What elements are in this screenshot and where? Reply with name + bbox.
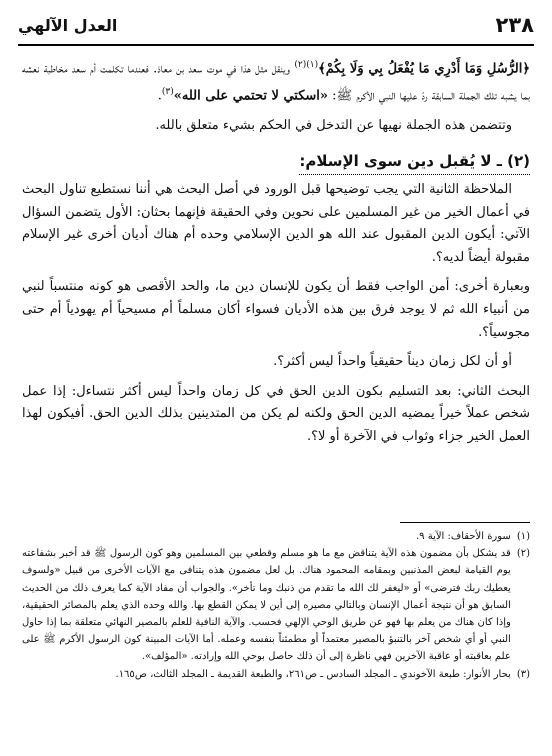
paragraph-2: وتتضمن هذه الجملة نهيها عن التدخل في الحكم بشيء متعلق بالله. [155, 117, 512, 133]
paragraph-3: الملاحظة الثانية التي يجب توضيحها قبل الورود في أصل البحث هي أننا نستطيع تناول البحث في أعمال الخير من غير المسلمين على نحوين وفي الحقيقة فإنهما بحثان: الأول يتضمن السؤال الآتي: أيكون الدين المقبول عند الله هو الدين الإسلامي وحده أم هناك أديان أخرى غير الإسلام مقبولة أيضاً لديه؟. [22, 182, 530, 265]
page-number: ٢٣٨ [495, 13, 534, 37]
footnote-number: (٢) [516, 548, 530, 560]
paragraph-1 [22, 54, 530, 108]
paragraph-5: أو أن لكل زمان ديناً حقيقياً واحداً ليس أكثر؟. [273, 354, 512, 370]
footnote-text: بحار الأنوار: طبعة الآخوندي ـ المجلد السادس ـ ص٢٦١، والطبعة القديمة ـ المجلد الثالث، ص١٦٥. [115, 668, 511, 680]
footnotes [22, 528, 530, 683]
footnote [22, 545, 530, 665]
footnote-number: (١) [516, 531, 530, 542]
quran-quote: ﴿الرُّسُلِ وَمَا أَدْرِي مَا يُفْعَلُ بِي وَلَا بِكُمْ﴾ [318, 61, 530, 77]
footnote [22, 528, 530, 545]
paragraph-1-end: . [157, 88, 162, 104]
paragraph-1-text: وينقل مثل هذا في موت سعد بن معاذ. فعندما تكلمت أم سعد مخاطبة نعشه بما يشبه تلك الجملة السابقة ردّ عليها النبي الأكرم ﷺ: [22, 61, 530, 104]
paragraph-6: البحث الثاني: بعد التسليم بكون الدين الحق في كل زمان واحداً ليس أكثر نتساءل: إذا عمل شخص عملاً خيراً يمضيه الدين الحق ولكنه لم يكن من المتدينين بذلك الدين الحق. أفيكون لهذا العمل الخير جزاء وثواب في الآخرة أو لا؟. [22, 383, 530, 444]
prophet-quote: «اسكتي لا تحتمي على الله» [173, 88, 329, 104]
main-text [22, 54, 530, 456]
section-heading-wrap [22, 144, 530, 179]
footnote-text: سورة الأحقاف: الآية ٩. [415, 531, 511, 542]
paragraph-4: وبعبارة أخرى: أمن الواجب فقط أن يكون للإنسان دين ما، والحد الأقصى هو كونه منتسباً لنبي من أنبياء الله ثم لا يوجد فرق بين هذه الأديان فسواء أكان مسلماً أم مسيحياً أم يهودياً أم حتى مجوسياً؟. [22, 279, 530, 340]
footnote-separator [400, 522, 530, 523]
footnote-ref-3: (٣) [161, 86, 174, 97]
footnote [22, 666, 530, 683]
header-rule [18, 44, 534, 46]
footnote-number: (٣) [516, 668, 530, 680]
footnote-ref-1-2: (١)(٢) [294, 60, 319, 70]
section-heading: (٢) ـ لا يُقبل دين سوى الإسلام: [299, 150, 530, 175]
running-title: العدل الآلهي [18, 15, 118, 35]
page-header [18, 10, 534, 40]
footnote-text: قد يشكل بأن مضمون هذه الآية يتناقض مع ما هو مسلم وقطعي بين المسلمين وهو كون الرسول ﷺ قد أخبر بشفاعته يوم القيامة لبعض المذنبين وبمقامه المحمود هناك. بل لعل مضمون هذه يتنافى مع الآيات الأخرى من قبيل «ولسوف يعطيك ربك فترضى» أو «ليغفر لك الله ما تقدم من ذنبك وما تأخر». والجواب أن مفاد الآية كما يعرف ذلك من الحديث السابق هو أن نتيجة أعمال الإنسان وبالتالي مصيره إلى أين لا يمكن القطع بها. والله وحده الذي يعلم بالمصائر الحقيقية، وإذا كان هناك من يعلم بها فهو عن طريق الوحي الإلهي فحسب. والآية النافية للعلم بالمصير النهائي متعلقة بما إذا حاول النبي أو أي شخص آخر بالتنبؤ بالمصير معتمداً أو مطمئناً بنفسه وعمله. أما الآيات المبينة كون الرسول الأكرم ﷺ على علم بعاقبته أو عاقبة الآخرين فهي ناظرة إلى أن ذلك حاصل بوحي الله وإرادته. «المؤلف». [22, 548, 511, 663]
